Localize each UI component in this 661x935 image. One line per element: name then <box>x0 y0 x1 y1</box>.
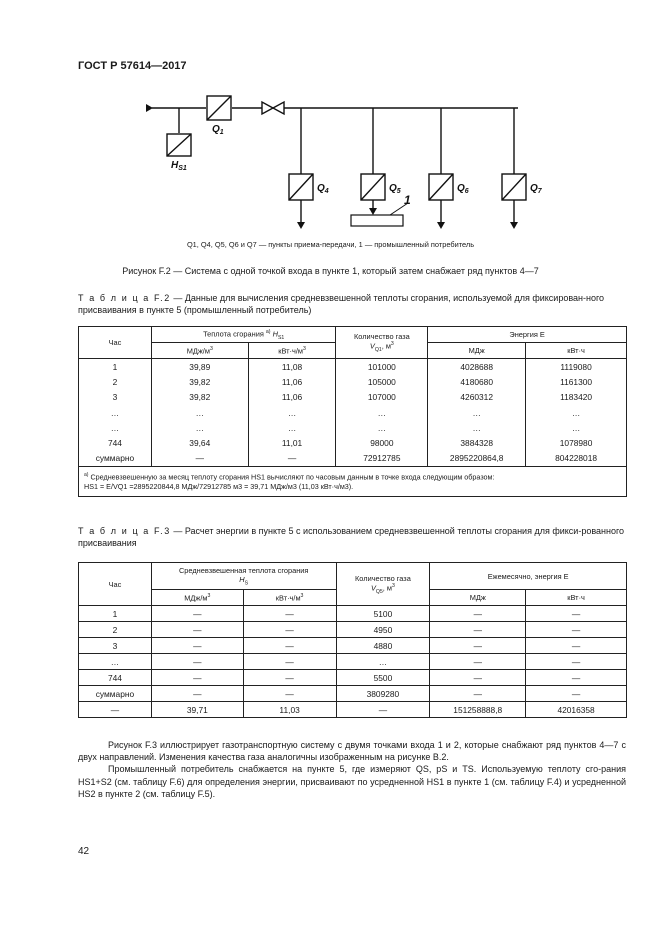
label-q4: $Q_4$ <box>317 183 329 195</box>
label-q6: $Q_6$ <box>457 183 469 195</box>
label-q5: $Q_5$ <box>389 183 401 195</box>
table-row: 744 39,64 11,01 98000 3884328 1078980 <box>79 435 627 450</box>
unit-kwh: кВт·ч <box>526 343 627 359</box>
table-f3-caption: Т а б л и ц а F.3 — Расчет энергии в пункте 5 с использованием средневзвешенной теплоты сгорания для фикси-рованного присваивания <box>78 526 625 548</box>
table-f2 <box>78 326 627 497</box>
label-q7: $Q_7$ <box>530 183 542 195</box>
header-quantity: Количество газа $V_{Q1}$, $м^3$ <box>336 327 428 359</box>
header-energy: Ежемесячно, энергия E <box>430 563 627 590</box>
table-row: … — — … — — <box>79 654 627 670</box>
table-f2-caption: Т а б л и ц а F.2 — Данные для вычисления средневзвешенной теплоты сгорания, используемой для фиксирован-ного присваивания в пункте 5 (промышленный потребитель) <box>78 293 605 315</box>
table-row: … … … … … … <box>79 420 627 435</box>
unit-mj-m3: МДж/$м^3$ <box>151 590 243 606</box>
header-hour: Час <box>79 563 152 606</box>
header-heat: Теплота сгорания $^{a)}$ $H_{S1}$ <box>151 327 336 343</box>
unit-mj: МДж <box>428 343 526 359</box>
table-row-result: — 39,71 11,03 — 151258888,8 42016358 <box>79 702 627 718</box>
table-row: 1 39,89 11,08 101000 4028688 1119080 <box>79 359 627 375</box>
table-row: 3 39,82 11,06 107000 4260312 1183420 <box>79 390 627 405</box>
paragraph-2: Промышленный потребитель снабжается на пункте 5, где измеряют QS, pS и TS. Используемую теплоту сго-рания HS1+S2 (см. таблицу F.6) для определения энергии, присваивают по усредненной HS1 в пункте 1 (см. таблицу F.4) и усредненной HS2 в пункте 2 (см. таблицу F.5). <box>78 764 626 799</box>
table-row: 2 39,82 11,06 105000 4180680 1161300 <box>79 374 627 389</box>
unit-kwh-m3: $кВт\cdot ч/м^3$ <box>248 343 336 359</box>
document-header: ГОСТ Р 57614—2017 <box>78 60 187 72</box>
header-energy: Энергия E <box>428 327 627 343</box>
table-row-total: суммарно — — 72912785 2895220864,8 804228018 <box>79 451 627 467</box>
table-row: 1 — — 5100 — — <box>79 606 627 622</box>
figure-caption: Рисунок F.2 — Система с одной точкой входа в пункте 1, который затем снабжает ряд пунктов 4—7 <box>122 266 539 276</box>
table-row: … … … … … … <box>79 405 627 420</box>
unit-kwh-m3: $кВт\cdot ч/м^3$ <box>243 590 336 606</box>
paragraph-1: Рисунок F.3 иллюстрирует газотранспортную систему с двумя точками входа 1 и 2, которые снабжают ряд пунктов 4—7 с двух направлений. Изменения качества газа аналогичны изображенным на рисунке В.2. <box>78 740 626 763</box>
table-row: 744 — — 5500 — — <box>79 670 627 686</box>
label-q1: $Q_1$ <box>212 124 224 136</box>
page-number: 42 <box>78 846 90 857</box>
table-row: 2 — — 4950 — — <box>79 622 627 638</box>
table-f2-footnote: $^{a)}$ Средневзвешенную за месяц теплоту сгорания HS1 вычисляют по часовым данным в точке входа следующим образом: HS1 = E/VQ1 =2895220844,8 МДж/72912785 м3 = 39,71 МДж/м3 (11,03 кВт·ч/м3). <box>79 467 627 497</box>
header-hour: Час <box>79 327 152 359</box>
unit-mj: МДж <box>430 590 526 606</box>
flow-diagram <box>0 0 661 260</box>
unit-mj-m3: МДж/$м^3$ <box>151 343 248 359</box>
table-row: 3 — — 4880 — — <box>79 638 627 654</box>
body-text <box>78 739 626 800</box>
unit-kwh: кВт·ч <box>526 590 627 606</box>
header-heat: Средневзвешенная теплота сгорания $H_S$ <box>151 563 336 590</box>
label-hs1: $H_{S1}$ <box>171 160 187 172</box>
header-quantity: Количество газа $V_{Q5}$, $м^3$ <box>336 563 430 606</box>
label-consumer: 1 <box>404 193 411 207</box>
table-f3 <box>78 562 627 718</box>
table-row-total: суммарно — — 3809280 — — <box>79 686 627 702</box>
diagram-legend: Q1, Q4, Q5, Q6 и Q7 — пункты приема-передачи, 1 — промышленный потребитель <box>186 240 475 249</box>
